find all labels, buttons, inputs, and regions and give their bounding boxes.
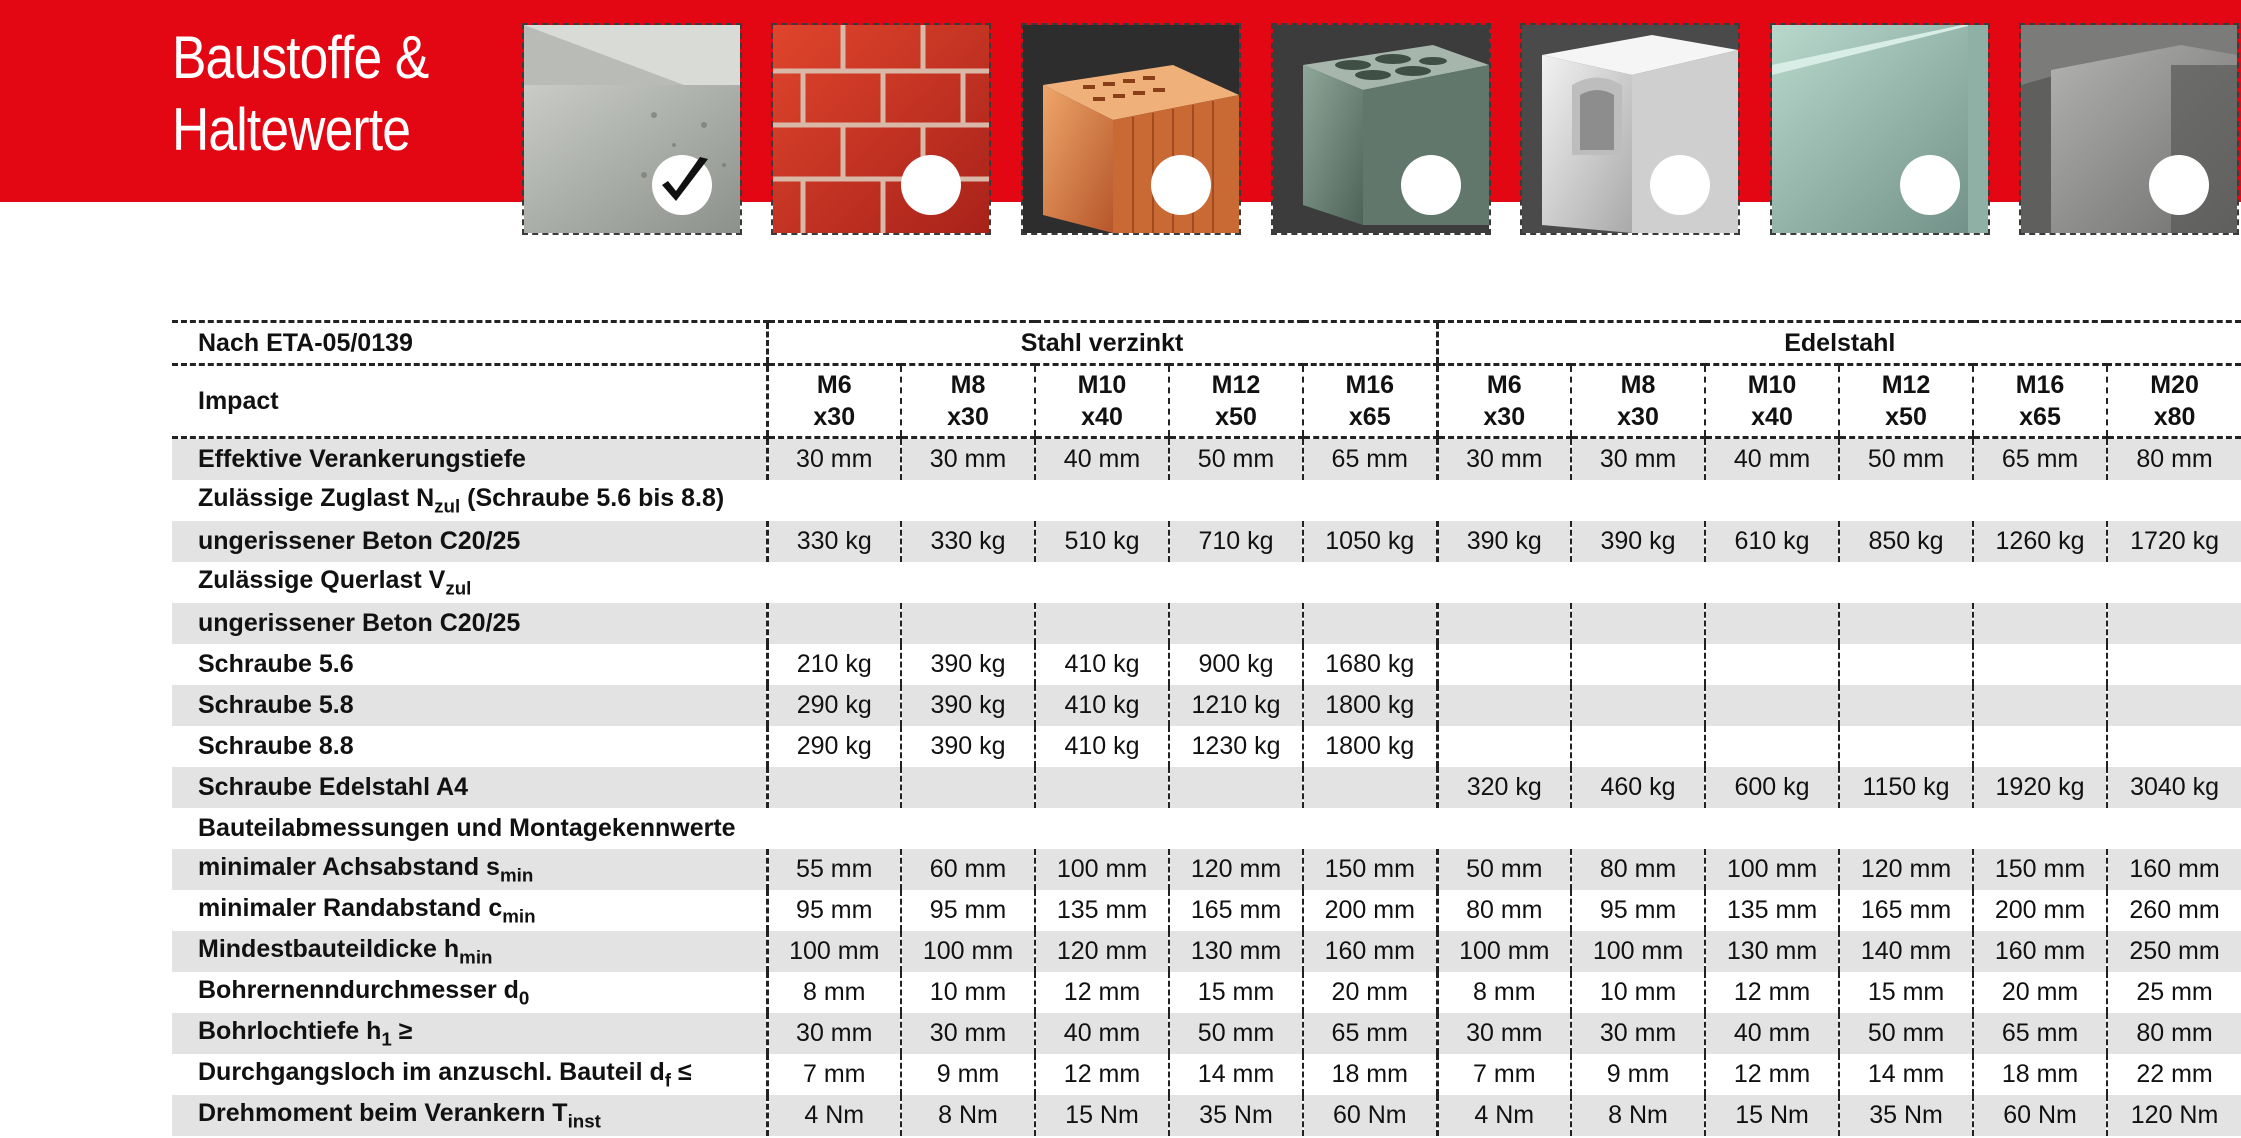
- row-label-suffix: ≥: [391, 1016, 413, 1045]
- table-cell: 15 mm: [1839, 972, 1973, 1013]
- table-cell: [1035, 767, 1169, 808]
- table-cell: [1839, 644, 1973, 685]
- table-cell: [767, 603, 901, 644]
- row-label-suffix: ≤: [671, 1057, 692, 1086]
- naturstein-tile[interactable]: [2019, 23, 2239, 235]
- column-length: x80: [2153, 403, 2196, 431]
- table-cell: 150 mm: [1973, 849, 2107, 890]
- table-cell: 160 mm: [1973, 931, 2107, 972]
- table-cell: 165 mm: [1839, 890, 1973, 931]
- page-title-line-2: Haltewerte: [172, 96, 411, 163]
- section-row: [172, 480, 2241, 521]
- table-cell: 25 mm: [2107, 972, 2241, 1013]
- table-cell: 30 mm: [901, 438, 1035, 481]
- table-cell: [1705, 726, 1839, 767]
- table-row: [172, 767, 2241, 808]
- table-cell: 165 mm: [1169, 890, 1303, 931]
- table-cell: 460 kg: [1571, 767, 1705, 808]
- table-cell: 50 mm: [1437, 849, 1571, 890]
- table-cell: 210 kg: [767, 644, 901, 685]
- table-cell: 100 mm: [901, 931, 1035, 972]
- column-diameter: M8: [950, 371, 986, 399]
- table-cell: 710 kg: [1169, 521, 1303, 562]
- table-cell: 40 mm: [1705, 438, 1839, 481]
- table-cell: 1720 kg: [2107, 521, 2241, 562]
- table-cell: 510 kg: [1035, 521, 1169, 562]
- table-cell: 1230 kg: [1169, 726, 1303, 767]
- row-label: [172, 480, 2241, 521]
- table-cell: [1437, 726, 1571, 767]
- table-cell: 40 mm: [1035, 1013, 1169, 1054]
- approval-label: Nach ETA-05/0139: [172, 322, 767, 365]
- table-cell: 18 mm: [1973, 1054, 2107, 1095]
- table-cell: 55 mm: [767, 849, 901, 890]
- row-label-text: Schraube 5.8: [198, 691, 354, 719]
- table-cell: 60 Nm: [1973, 1095, 2107, 1136]
- gipsplatte-tile[interactable]: [1770, 23, 1990, 235]
- table-cell: 1260 kg: [1973, 521, 2107, 562]
- table-cell: 95 mm: [1571, 890, 1705, 931]
- table-cell: 120 mm: [1839, 849, 1973, 890]
- row-label-subscript: min: [502, 905, 536, 927]
- row-label-text: Schraube 5.6: [198, 650, 354, 678]
- table-cell: 390 kg: [901, 726, 1035, 767]
- table-cell: 130 mm: [1705, 931, 1839, 972]
- column-length: x40: [1751, 403, 1793, 431]
- checkmark-icon: [652, 155, 712, 215]
- column-diameter: M12: [1881, 371, 1931, 399]
- column-header: [1571, 365, 1705, 438]
- product-label: Impact: [172, 365, 767, 438]
- table-cell: [1035, 603, 1169, 644]
- row-label: [172, 1013, 767, 1054]
- row-label-text: ungerissener Beton C20/25: [198, 609, 521, 637]
- row-label-text: Schraube 8.8: [198, 732, 354, 760]
- page-title-line-1: Baustoffe &: [172, 24, 429, 91]
- table-cell: [1303, 767, 1437, 808]
- table-cell: 100 mm: [767, 931, 901, 972]
- row-label-subscript: 0: [518, 987, 530, 1009]
- table-cell: 65 mm: [1973, 1013, 2107, 1054]
- row-label-text: ungerissener Beton C20/25: [198, 527, 521, 555]
- porenbeton-tile[interactable]: [1520, 23, 1740, 235]
- table-cell: [1705, 644, 1839, 685]
- natural-stone-icon: [2021, 25, 2237, 233]
- table-cell: 1800 kg: [1303, 685, 1437, 726]
- column-length: x30: [1483, 403, 1526, 431]
- table-row: [172, 438, 2241, 481]
- table-cell: 40 mm: [1035, 438, 1169, 481]
- row-label-subscript: inst: [567, 1110, 601, 1132]
- row-label: [172, 685, 767, 726]
- column-diameter: M10: [1747, 371, 1797, 399]
- column-length: x65: [1348, 403, 1391, 431]
- table-cell: [2107, 685, 2241, 726]
- table-row: [172, 972, 2241, 1013]
- column-diameter: M20: [2150, 371, 2199, 399]
- table-cell: [1303, 603, 1437, 644]
- table-cell: 22 mm: [2107, 1054, 2241, 1095]
- table-cell: 160 mm: [1303, 931, 1437, 972]
- select-circle-icon: [1401, 155, 1461, 215]
- table-cell: [1839, 685, 1973, 726]
- table-cell: 850 kg: [1839, 521, 1973, 562]
- table-cell: [2107, 726, 2241, 767]
- column-length: x65: [2019, 403, 2061, 431]
- table-cell: 7 mm: [767, 1054, 901, 1095]
- table-cell: 135 mm: [1705, 890, 1839, 931]
- table-cell: 140 mm: [1839, 931, 1973, 972]
- table-cell: 900 kg: [1169, 644, 1303, 685]
- row-label: [172, 726, 767, 767]
- table-cell: 290 kg: [767, 726, 901, 767]
- table-cell: [901, 767, 1035, 808]
- table-cell: [1973, 603, 2107, 644]
- table-cell: 12 mm: [1035, 1054, 1169, 1095]
- table-cell: 50 mm: [1839, 1013, 1973, 1054]
- table-cell: [1437, 685, 1571, 726]
- row-label: [172, 644, 767, 685]
- table-cell: 40 mm: [1705, 1013, 1839, 1054]
- table-cell: 8 mm: [767, 972, 901, 1013]
- table-cell: 390 kg: [901, 644, 1035, 685]
- table-cell: 12 mm: [1705, 972, 1839, 1013]
- table-cell: 30 mm: [1571, 438, 1705, 481]
- table-cell: 390 kg: [1437, 521, 1571, 562]
- column-length: x50: [1215, 403, 1257, 431]
- table-cell: 30 mm: [901, 1013, 1035, 1054]
- group-header-edelstahl: Edelstahl: [1437, 322, 2241, 365]
- table-cell: 60 Nm: [1303, 1095, 1437, 1136]
- table-cell: 50 mm: [1169, 438, 1303, 481]
- table-cell: 18 mm: [1303, 1054, 1437, 1095]
- table-cell: 15 mm: [1169, 972, 1303, 1013]
- table-cell: [1973, 726, 2107, 767]
- table-cell: 30 mm: [1571, 1013, 1705, 1054]
- row-label: [172, 1054, 767, 1095]
- table-cell: 100 mm: [1571, 931, 1705, 972]
- plasterboard-icon: [1772, 25, 1988, 233]
- table-cell: 8 mm: [1437, 972, 1571, 1013]
- table-cell: 15 Nm: [1035, 1095, 1169, 1136]
- table-row: [172, 1013, 2241, 1054]
- column-header: [1303, 365, 1437, 438]
- column-header: [1437, 365, 1571, 438]
- table-cell: 80 mm: [2107, 1013, 2241, 1054]
- table-cell: 10 mm: [1571, 972, 1705, 1013]
- column-diameter: M12: [1211, 371, 1261, 399]
- table-cell: 410 kg: [1035, 644, 1169, 685]
- column-length: x30: [1617, 403, 1659, 431]
- table-cell: 30 mm: [767, 1013, 901, 1054]
- table-cell: 7 mm: [1437, 1054, 1571, 1095]
- table-cell: 8 Nm: [901, 1095, 1035, 1136]
- table-cell: 95 mm: [901, 890, 1035, 931]
- table-cell: 130 mm: [1169, 931, 1303, 972]
- table-cell: 30 mm: [1437, 1013, 1571, 1054]
- table-cell: 35 Nm: [1839, 1095, 1973, 1136]
- row-label: [172, 972, 767, 1013]
- table-cell: 330 kg: [767, 521, 901, 562]
- column-header: [1839, 365, 1973, 438]
- table-cell: [1571, 685, 1705, 726]
- leichtbeton-tile[interactable]: [1271, 23, 1491, 235]
- table-cell: 100 mm: [1705, 849, 1839, 890]
- row-label-suffix: (Schraube 5.6 bis 8.8): [460, 483, 725, 512]
- brick-wall-icon: [773, 25, 989, 233]
- row-label-text: minimaler Randabstand c: [198, 893, 503, 922]
- select-circle-icon: [1650, 155, 1710, 215]
- column-diameter: M8: [1620, 371, 1656, 399]
- table-cell: 4 Nm: [1437, 1095, 1571, 1136]
- table-cell: 65 mm: [1303, 438, 1437, 481]
- table-cell: 20 mm: [1973, 972, 2107, 1013]
- row-label: [172, 521, 767, 562]
- table-cell: [1705, 603, 1839, 644]
- table-row: [172, 1095, 2241, 1136]
- row-label: [172, 767, 767, 808]
- table-cell: 330 kg: [901, 521, 1035, 562]
- table-cell: 610 kg: [1705, 521, 1839, 562]
- table-cell: 200 mm: [1973, 890, 2107, 931]
- table-header-sizes: [172, 365, 2241, 438]
- table-cell: [1571, 603, 1705, 644]
- column-diameter: M10: [1077, 371, 1127, 399]
- table-cell: 1800 kg: [1303, 726, 1437, 767]
- table-cell: 410 kg: [1035, 726, 1169, 767]
- table-cell: [1169, 603, 1303, 644]
- table-cell: 50 mm: [1839, 438, 1973, 481]
- row-label-subscript: zul: [434, 495, 461, 517]
- table-cell: 1150 kg: [1839, 767, 1973, 808]
- column-header: [767, 365, 901, 438]
- table-cell: 50 mm: [1169, 1013, 1303, 1054]
- table-cell: 390 kg: [901, 685, 1035, 726]
- table-row: [172, 1054, 2241, 1095]
- row-label: [172, 808, 2241, 849]
- row-label-text: Durchgangsloch im anzuschl. Bauteil d: [198, 1057, 665, 1086]
- table-header-groups: [172, 322, 2241, 365]
- column-header: [1705, 365, 1839, 438]
- table-cell: 80 mm: [1437, 890, 1571, 931]
- table-row: [172, 644, 2241, 685]
- row-label-text: Schraube Edelstahl A4: [198, 773, 468, 801]
- column-diameter: M16: [2015, 371, 2065, 399]
- column-diameter: M6: [816, 371, 852, 399]
- table-cell: [2107, 603, 2241, 644]
- table-cell: 4 Nm: [767, 1095, 901, 1136]
- table-cell: 9 mm: [901, 1054, 1035, 1095]
- ziegel-tile[interactable]: [771, 23, 991, 235]
- row-label: [172, 1095, 767, 1136]
- table-cell: 1680 kg: [1303, 644, 1437, 685]
- table-cell: 320 kg: [1437, 767, 1571, 808]
- table-cell: 30 mm: [1437, 438, 1571, 481]
- table-cell: 95 mm: [767, 890, 901, 931]
- table-cell: 65 mm: [1973, 438, 2107, 481]
- table-cell: [1437, 644, 1571, 685]
- row-label-subscript: zul: [445, 577, 472, 599]
- perforated-brick-icon: [1023, 25, 1239, 233]
- row-label-text: Zulässige Querlast V: [198, 565, 446, 594]
- table-row: [172, 726, 2241, 767]
- row-label-text: Bohrernenndurchmesser d: [198, 975, 519, 1004]
- table-cell: 20 mm: [1303, 972, 1437, 1013]
- column-header: [1973, 365, 2107, 438]
- table-cell: 1050 kg: [1303, 521, 1437, 562]
- aerated-concrete-block-icon: [1522, 25, 1738, 233]
- row-label-subscript: min: [499, 864, 534, 886]
- row-label-subscript: f: [664, 1069, 671, 1091]
- row-label-text: Effektive Verankerungstiefe: [198, 445, 526, 473]
- group-header-stahl-verzinkt: Stahl verzinkt: [767, 322, 1437, 365]
- row-label: [172, 438, 767, 481]
- table-cell: 14 mm: [1169, 1054, 1303, 1095]
- table-cell: 35 Nm: [1169, 1095, 1303, 1136]
- table-cell: 80 mm: [1571, 849, 1705, 890]
- table-cell: [767, 767, 901, 808]
- table-cell: [1705, 685, 1839, 726]
- column-header: [2107, 365, 2241, 438]
- material-selector: [0, 0, 2241, 240]
- table-cell: 80 mm: [2107, 438, 2241, 481]
- table-cell: 12 mm: [1705, 1054, 1839, 1095]
- table-cell: 160 mm: [2107, 849, 2241, 890]
- row-label: [172, 931, 767, 972]
- table-cell: 1210 kg: [1169, 685, 1303, 726]
- table-cell: 9 mm: [1571, 1054, 1705, 1095]
- table-cell: [1571, 726, 1705, 767]
- table-cell: 15 Nm: [1705, 1095, 1839, 1136]
- select-circle-icon: [2149, 155, 2209, 215]
- column-header: [1035, 365, 1169, 438]
- table-cell: 100 mm: [1437, 931, 1571, 972]
- table-cell: 120 Nm: [2107, 1095, 2241, 1136]
- section-row: [172, 562, 2241, 603]
- column-header: [901, 365, 1035, 438]
- table-cell: 10 mm: [901, 972, 1035, 1013]
- table-cell: 120 mm: [1169, 849, 1303, 890]
- lightweight-concrete-block-icon: [1273, 25, 1489, 233]
- table-cell: [1839, 726, 1973, 767]
- table-cell: [901, 603, 1035, 644]
- table-cell: 260 mm: [2107, 890, 2241, 931]
- table-cell: 135 mm: [1035, 890, 1169, 931]
- column-length: x30: [947, 403, 989, 431]
- column-diameter: M6: [1486, 371, 1522, 399]
- table-cell: 3040 kg: [2107, 767, 2241, 808]
- table-cell: 65 mm: [1303, 1013, 1437, 1054]
- table-cell: 200 mm: [1303, 890, 1437, 931]
- hochlochziegel-tile[interactable]: [1021, 23, 1241, 235]
- table-cell: [2107, 644, 2241, 685]
- table-row: [172, 603, 2241, 644]
- table-cell: 14 mm: [1839, 1054, 1973, 1095]
- column-diameter: M16: [1345, 371, 1395, 399]
- row-label: [172, 849, 767, 890]
- table-cell: 8 Nm: [1571, 1095, 1705, 1136]
- row-label-subscript: min: [459, 946, 493, 968]
- table-cell: [1437, 603, 1571, 644]
- table-cell: [1973, 644, 2107, 685]
- table-cell: 290 kg: [767, 685, 901, 726]
- row-label: [172, 603, 767, 644]
- table-row: [172, 931, 2241, 972]
- table-row: [172, 849, 2241, 890]
- row-label-text: Zulässige Zuglast N: [198, 483, 435, 512]
- table-cell: 30 mm: [767, 438, 901, 481]
- beton-tile[interactable]: [522, 23, 742, 235]
- column-length: x40: [1081, 403, 1123, 431]
- table-cell: 100 mm: [1035, 849, 1169, 890]
- table-cell: 390 kg: [1571, 521, 1705, 562]
- row-label-text: Mindestbauteildicke h: [198, 934, 460, 963]
- row-label-text: Bauteilabmessungen und Montagekennwerte: [198, 814, 736, 842]
- row-label: [172, 562, 2241, 603]
- table-cell: 250 mm: [2107, 931, 2241, 972]
- row-label-subscript: 1: [381, 1028, 392, 1050]
- select-circle-icon: [901, 155, 961, 215]
- table-cell: [1973, 685, 2107, 726]
- row-label-text: Drehmoment beim Verankern T: [198, 1098, 568, 1127]
- column-length: x50: [1885, 403, 1927, 431]
- table-cell: 60 mm: [901, 849, 1035, 890]
- column-header: [1169, 365, 1303, 438]
- table-cell: 12 mm: [1035, 972, 1169, 1013]
- table-cell: 410 kg: [1035, 685, 1169, 726]
- table-row: [172, 890, 2241, 931]
- table-cell: 600 kg: [1705, 767, 1839, 808]
- row-label: [172, 890, 767, 931]
- row-label-text: Bohrlochtiefe h: [198, 1016, 382, 1045]
- table-cell: 1920 kg: [1973, 767, 2107, 808]
- table-row: [172, 521, 2241, 562]
- table-cell: [1839, 603, 1973, 644]
- table-cell: [1571, 644, 1705, 685]
- row-label-text: minimaler Achsabstand s: [198, 852, 500, 881]
- table-cell: [1169, 767, 1303, 808]
- select-circle-icon: [1900, 155, 1960, 215]
- table-cell: 120 mm: [1035, 931, 1169, 972]
- table-row: [172, 685, 2241, 726]
- column-length: x30: [813, 403, 856, 431]
- table-cell: 150 mm: [1303, 849, 1437, 890]
- anchor-values-table: [172, 320, 2241, 1136]
- select-circle-icon: [1151, 155, 1211, 215]
- section-row: [172, 808, 2241, 849]
